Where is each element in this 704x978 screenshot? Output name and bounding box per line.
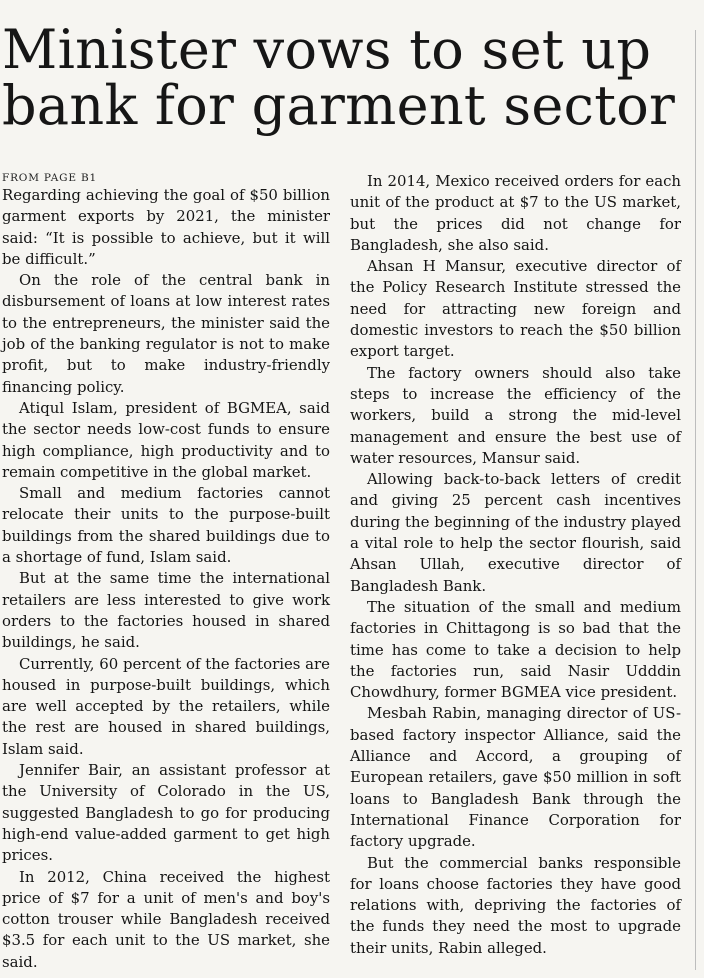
paragraph: In 2014, Mexico received orders for each unit of the product at $7 to the US market, but the prices did not change for Bangladesh, she also said. — [350, 172, 681, 254]
paragraph: Mesbah Rabin, managing director of US-based factory inspector Alliance, said the Alliance and Accord, a grouping of European retailers, gave $50 million in soft loans to Bangladesh Bank through the International Finance Corporation for factory upgrade. — [350, 704, 681, 851]
paragraph: The factory owners should also take steps to increase the efficiency of the workers, build a strong the mid-level management and ensure the best use of water resources, Mansur said. — [350, 363, 681, 467]
paragraph: Small and medium factories cannot relocate their units to the purpose-built buildings from the shared buildings due to a shortage of fund, Islam said. — [2, 484, 330, 567]
paragraph: But the commercial banks responsible for loans choose factories they have good relations with, depriving the factories of the funds they need the most to upgrade their units, Rabin alleged. — [350, 853, 681, 957]
paragraph: Jennifer Bair, an assistant professor at the University of Colorado in the US, suggested Bangladesh to go for producing high-end value-added garment to get high prices. — [2, 761, 330, 865]
headline: Minister vows to set up bank for garment sector — [2, 18, 676, 137]
paragraph: Currently, 60 percent of the factories are housed in purpose-built buildings, which are well accepted by the retailers, while the rest are housed in shared buildings, Islam said. — [2, 654, 330, 758]
paragraph: But at the same time the international retailers are less interested to give work orders to the factories housed in shared buildings, he said. — [2, 569, 330, 652]
paragraph: Atiqul Islam, president of BGMEA, said the sector needs low-cost funds to ensure high compliance, high productivity and to remain competitive in the global market. — [2, 398, 330, 481]
column-divider — [695, 30, 696, 970]
paragraph: Ahsan H Mansur, executive director of the Policy Research Institute stressed the need for attracting new foreign and domestic investors to reach the $50 billion export target. — [350, 257, 681, 361]
continuation-kicker: FROM PAGE B1 — [2, 172, 97, 184]
paragraph: In 2012, China received the highest price of $7 for a unit of men's and boy's cotton trouser while Bangladesh received $3.5 for each unit to the US market, she said. — [2, 867, 330, 971]
paragraph: On the role of the central bank in disbursement of loans at low interest rates to the entrepreneurs, the minister said the job of the banking regulator is not to make profit, but to make industry-friendly financing policy. — [2, 271, 330, 396]
left-column — [2, 185, 330, 973]
paragraph: Regarding achieving the goal of $50 billion garment exports by 2021, the minister said: “It is possible to achieve, but it will be difficult.” — [2, 186, 330, 268]
paragraph: Allowing back-to-back letters of credit and giving 25 percent cash incentives during the beginning of the industry played a vital role to help the sector flourish, said Ahsan Ullah, executive director of Bangladesh Bank. — [350, 470, 681, 595]
right-column — [350, 171, 681, 959]
paragraph: The situation of the small and medium factories in Chittagong is so bad that the time has come to take a decision to help the factories run, said Nasir Udddin Chowdhury, former BGMEA vice president. — [350, 597, 681, 702]
